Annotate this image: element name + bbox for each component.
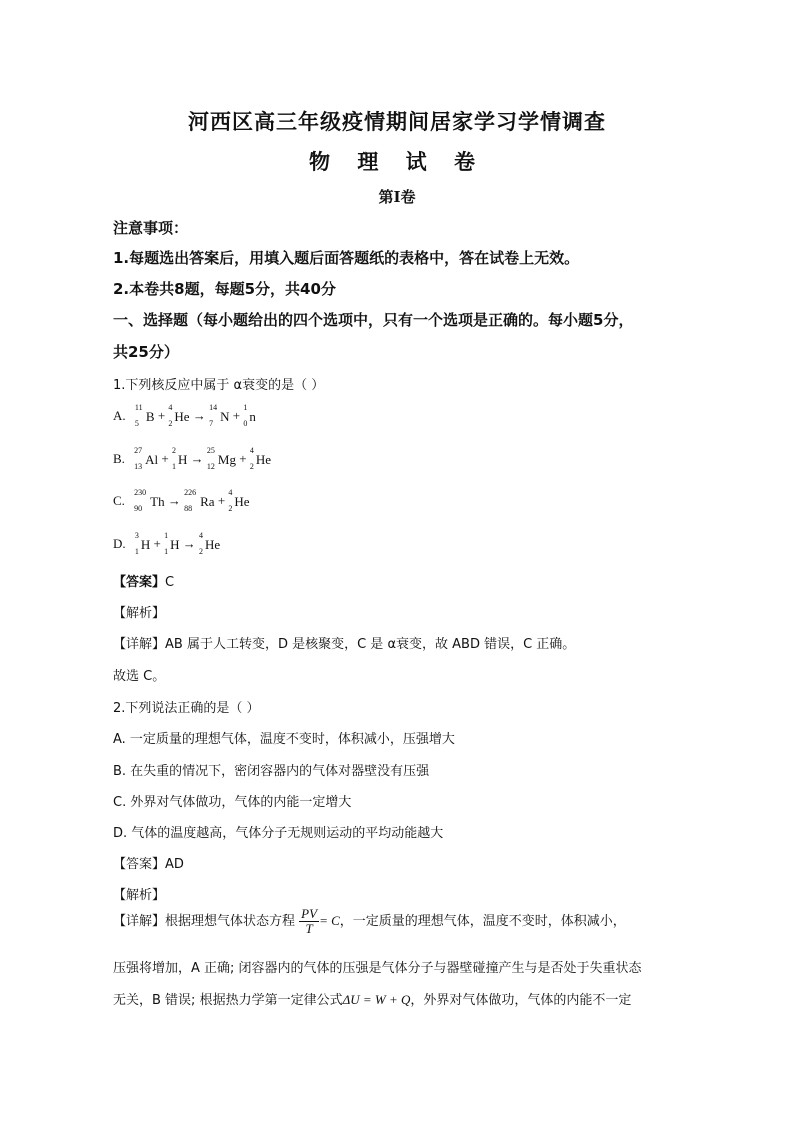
q1-conclusion: 故选 C。 [113,669,166,684]
fraction-denominator: T [305,921,313,936]
nuclide [164,531,180,557]
element-symbol: H [178,452,188,468]
q1-option-a [113,403,256,429]
plus-operator: + [150,536,165,551]
volume-label: 第I卷 [378,188,416,206]
element-symbol: Mg [217,452,236,468]
mass-number: 11 [134,403,143,413]
nuclide [228,488,250,514]
nuclide [249,446,271,472]
mass-number: 1 [164,531,169,541]
arrow-operator: → [179,536,200,551]
q2-option-a: A. 一定质量的理想气体，温度不变时，体积减小，压强增大 [113,732,455,747]
q1-detail [113,633,575,652]
mass-number: 4 [249,446,254,456]
q2-option-d: D. 气体的温度越高，气体分子无规则运动的平均动能越大 [113,826,444,841]
first-law-formula: ΔU = W + Q [342,992,411,1007]
atomic-number: 2 [199,547,204,557]
element-symbol: B [145,409,155,425]
q1-answer [113,571,174,590]
q2-answer [113,853,184,872]
detail-text-cont: ，一定质量的理想气体，温度不变时，体积减小， [339,914,626,929]
nuclide [134,488,165,514]
mass-number: 4 [228,488,233,498]
answer-tag: 【答案】 [113,575,166,590]
atomic-number: 1 [134,547,139,557]
q1-analysis-tag: 【解析】 [113,606,166,621]
q1-option-c [113,488,250,514]
q1-option-d [113,531,221,557]
detail-tag: 【详解】 [113,637,166,652]
nuclide [172,446,188,472]
detail-text: 无关，B 错误; 根据热力学第一定律公式 [113,993,343,1008]
atomic-number: 2 [228,504,233,514]
notes-item-2: 2.本卷共8题，每题5分，共40分 [113,280,336,298]
plus-operator: + [214,493,229,508]
atomic-number: 0 [243,419,248,429]
atomic-number: 88 [184,504,193,514]
notes-heading: 注意事项： [113,219,189,237]
element-symbol: Ra [200,494,215,510]
q2-stem: 2.下列说法正确的是（ ） [113,701,260,716]
mass-number: 230 [134,488,147,498]
detail-text: 根据理想气体状态方程 [165,914,296,929]
plus-operator: + [154,408,169,423]
detail-tag: 【详解】 [113,914,166,929]
atomic-number: 13 [134,462,143,472]
answer-value: C [165,575,175,590]
option-label: B. [113,451,129,466]
element-symbol: H [140,537,151,553]
element-symbol: H [170,537,180,553]
nuclide [209,403,230,429]
detail-text-cont: ，外界对气体做功，气体的内能不一定 [410,993,632,1008]
arrow-operator: → [189,408,210,423]
mass-number: 14 [209,403,218,413]
plus-operator: + [235,451,250,466]
exam-subject: 物 理 试 卷 [309,149,485,174]
mass-number: 25 [206,446,215,456]
mass-number: 3 [134,531,139,541]
nuclide [134,531,151,557]
atomic-number: 5 [134,419,139,429]
option-label: D. [113,536,129,551]
q2-detail-line-1 [113,907,626,936]
element-symbol: N [220,409,230,425]
nuclide [243,403,256,429]
equation-rhs: = C [319,913,340,928]
q2-option-b: B. 在失重的情况下，密闭容器内的气体对器壁没有压强 [113,764,430,779]
q2-analysis-tag: 【解析】 [113,888,166,903]
notes-item-1: 1.每题选出答案后，用填入题后面答题纸的表格中，答在试卷上无效。 [113,249,580,267]
mass-number: 27 [134,446,143,456]
state-equation-fraction [299,907,319,936]
mass-number: 226 [184,488,197,498]
answer-value: AD [165,857,184,872]
section-heading-cont: 共25分） [113,343,179,361]
atomic-number: 1 [164,547,169,557]
nuclide [168,403,190,429]
nuclide [134,403,155,429]
element-symbol: Th [150,494,165,510]
mass-number: 4 [168,403,173,413]
element-symbol: n [249,409,256,425]
nuclide [199,531,221,557]
atomic-number: 1 [172,462,177,472]
exam-title: 河西区高三年级疫情期间居家学习学情调查 [188,109,606,134]
element-symbol: He [174,409,190,425]
q2-option-c: C. 外界对气体做功，气体的内能一定增大 [113,795,352,810]
atomic-number: 12 [206,462,215,472]
mass-number: 2 [172,446,177,456]
atomic-number: 2 [168,419,173,429]
plus-operator: + [158,451,173,466]
nuclide [134,446,159,472]
option-label: C. [113,493,129,508]
arrow-operator: → [164,493,185,508]
element-symbol: Al [145,452,159,468]
element-symbol: He [205,537,221,553]
plus-operator: + [229,408,244,423]
mass-number: 4 [199,531,204,541]
section-heading: 一、选择题（每小题给出的四个选项中，只有一个选项是正确的。每小题5分， [113,311,634,329]
element-symbol: He [234,494,250,510]
atomic-number: 7 [209,419,214,429]
option-label: A. [113,408,129,423]
q2-detail-line-3 [113,989,631,1008]
fraction-numerator: PV [301,906,318,921]
nuclide [184,488,215,514]
answer-tag: 【答案】 [113,857,166,872]
arrow-operator: → [187,451,207,466]
nuclide [206,446,236,472]
element-symbol: He [255,452,271,468]
q1-option-b [113,446,271,472]
mass-number: 1 [243,403,248,413]
atomic-number: 90 [134,504,143,514]
q1-stem: 1.下列核反应中属于 α衰变的是（ ） [113,378,325,393]
q2-detail-line-2: 压强将增加，A 正确; 闭容器内的气体的压强是气体分子与器壁碰撞产生与是否处于失重状态 [113,961,642,976]
atomic-number: 2 [249,462,254,472]
detail-text: AB 属于人工转变，D 是核聚变，C 是 α衰变，故 ABD 错误，C 正确。 [165,637,576,652]
